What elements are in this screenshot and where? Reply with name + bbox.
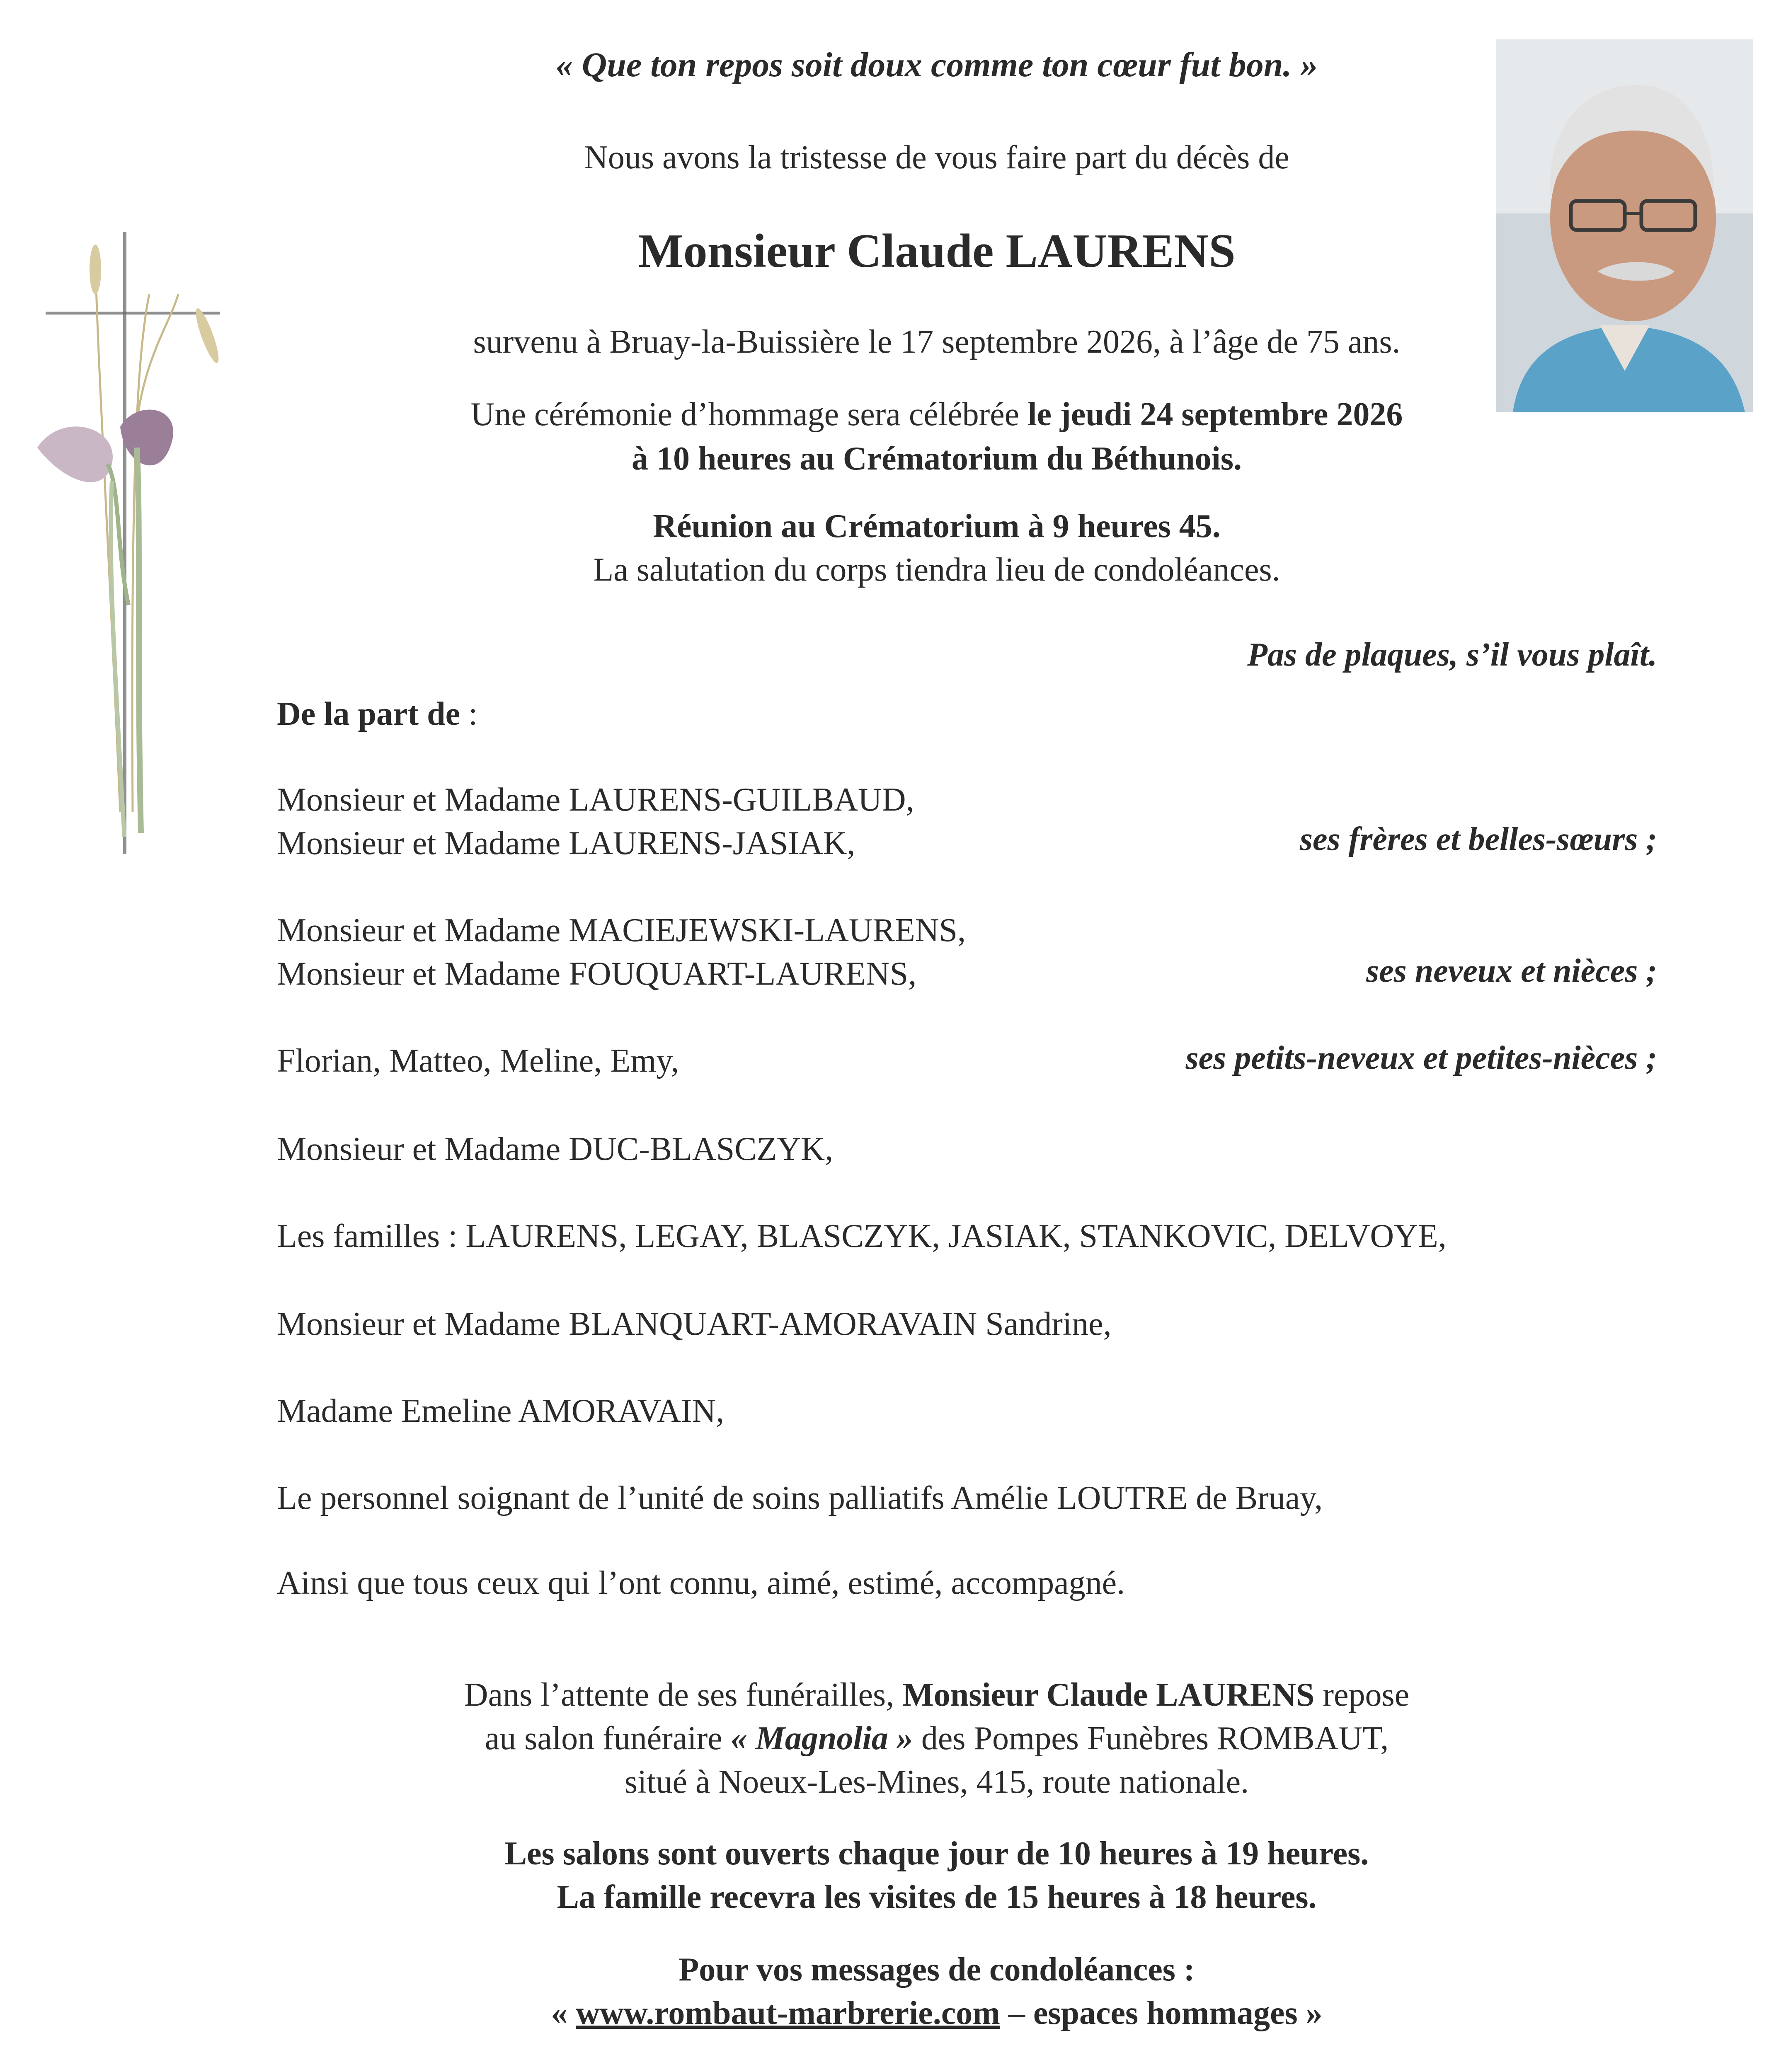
family-name-line: Monsieur et Madame FOUQUART-LAURENS, [277, 956, 917, 992]
repose-line-1 [274, 1676, 1600, 1714]
repose-name: Monsieur Claude LAURENS [902, 1677, 1315, 1713]
family-name-line: Ainsi que tous ceux qui l’ont connu, aimé, estimé, accompagné. [277, 1565, 1125, 1601]
family-name-line: Monsieur et Madame LAURENS-JASIAK, [277, 825, 855, 862]
repose-address: situé à Noeux-Les-Mines, 415, route nationale. [624, 1764, 1249, 1800]
espaces-hommages: – espaces hommages » [1000, 1995, 1323, 2031]
family-name-line: Monsieur et Madame DUC-BLASCZYK, [277, 1131, 834, 1167]
relation-label: ses neveux et nièces ; [1366, 953, 1657, 989]
family-name-line: Monsieur et Madame BLANQUART-AMORAVAIN Sandrine, [277, 1306, 1112, 1342]
visit-hours: La famille recevra les visites de 15 heures à 18 heures. [557, 1879, 1317, 1915]
family-name-line: Le personnel soignant de l’unité de soins palliatifs Amélie LOUTRE de Bruay, [277, 1480, 1323, 1516]
ceremony-date: le jeudi 24 septembre 2026 [1027, 396, 1403, 433]
repose-line-2 [274, 1720, 1600, 1757]
salon-company: des Pompes Funèbres ROMBAUT, [913, 1720, 1389, 1757]
cross-flower-illustration [12, 232, 245, 854]
no-plaques-notice: Pas de plaques, s’il vous plaît. [1247, 637, 1657, 673]
relation-label: ses petits-neveux et petites-nièces ; [1185, 1040, 1657, 1076]
family-heading-colon: : [460, 696, 478, 732]
condolence-title: Pour vos messages de condoléances : [679, 1951, 1195, 1988]
repose-verb: repose [1314, 1677, 1410, 1713]
reunion-info: Réunion au Crématorium à 9 heures 45. [653, 508, 1221, 545]
family-name-line: Monsieur et Madame MACIEJEWSKI-LAURENS, [277, 912, 966, 949]
deceased-name: Monsieur Claude LAURENS [638, 225, 1236, 278]
family-heading-label: De la part de [277, 696, 460, 732]
family-name-line: Les familles : LAURENS, LEGAY, BLASCZYK, JASIAK, STANKOVIC, DELVOYE, [277, 1218, 1447, 1254]
condolence-link-line [274, 1995, 1600, 2032]
salutation-info: La salutation du corps tiendra lieu de condoléances. [593, 552, 1280, 588]
family-heading [277, 695, 477, 733]
death-details: survenu à Bruay-la-Buissière le 17 septembre 2026, à l’âge de 75 ans. [473, 324, 1401, 360]
epitaph-quote: « Que ton repos soit doux comme ton cœur fut bon. » [555, 46, 1318, 84]
salon-intro: au salon funéraire [485, 1720, 731, 1757]
salon-hours: Les salons sont ouverts chaque jour de 10 heures à 19 heures. [504, 1835, 1369, 1872]
family-name-line: Monsieur et Madame LAURENS-GUILBAUD, [277, 782, 914, 818]
announcement-text: Nous avons la tristesse de vous faire part du décès de [584, 139, 1289, 176]
website-link[interactable]: www.rombaut-marbrerie.com [576, 1995, 1000, 2031]
quote-open: « [551, 1995, 576, 2031]
ceremony-intro: Une cérémonie d’hommage sera célébrée [470, 396, 1028, 433]
repose-intro: Dans l’attente de ses funérailles, [464, 1677, 903, 1713]
family-name-line: Madame Emeline AMORAVAIN, [277, 1393, 725, 1429]
salon-name: « Magnolia » [730, 1720, 913, 1757]
relation-label: ses frères et belles-sœurs ; [1299, 821, 1657, 857]
calla-lily-icon [37, 410, 173, 837]
ceremony-line-2: à 10 heures au Crématorium du Béthunois. [632, 441, 1242, 477]
ceremony-line-1 [274, 396, 1600, 433]
family-name-line: Florian, Matteo, Meline, Emy, [277, 1043, 679, 1079]
